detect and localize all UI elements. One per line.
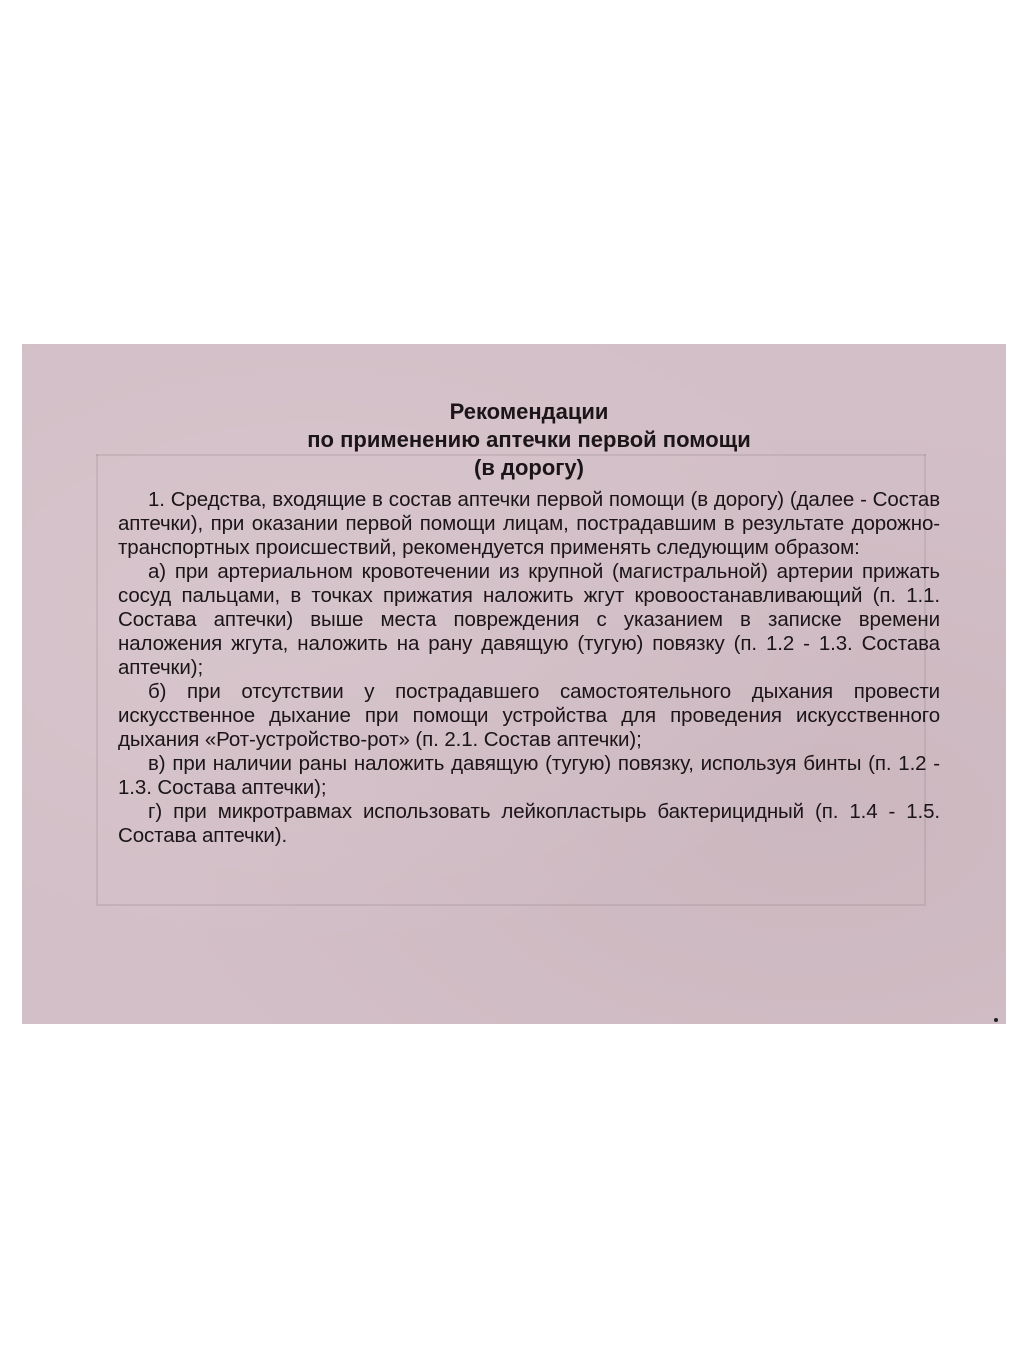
paragraph-item-g: г) при микротравмах использовать лейкопластырь бактерицидный (п. 1.4 - 1.5. Состава аптечки).	[118, 800, 940, 847]
bleed-through-rule	[96, 904, 926, 906]
paragraph-item-a: а) при артериальном кровотечении из крупной (магистральной) артерии прижать сосуд пальцами, в точках прижатия наложить жгут кровоостанавливающий (п. 1.1. Состава аптечки) выше места повреждения с указанием в записке времени наложения жгута, наложить на рану давящую (тугую) повязку (п. 1.2 - 1.3. Состава аптечки);	[118, 560, 940, 679]
paragraph-item-v: в) при наличии раны наложить давящую (тугую) повязку, используя бинты (п. 1.2 - 1.3. Состава аптечки);	[118, 752, 940, 799]
bleed-through-rule	[96, 454, 98, 904]
paragraph-intro: 1. Средства, входящие в состав аптечки первой помощи (в дорогу) (далее - Состав аптечки), при оказании первой помощи лицам, пострадавшим в результате дорожно-транспортных происшествий, рекомендуется применять следующим образом:	[118, 488, 940, 559]
instruction-sheet	[22, 344, 1006, 1024]
paragraph-item-b: б) при отсутствии у пострадавшего самостоятельного дыхания провести искусственное дыхание при помощи устройства для проведения искусственного дыхания «Рот-устройство-рот» (п. 2.1. Состав аптечки);	[118, 680, 940, 751]
document-title	[118, 398, 940, 482]
recommendations-text	[118, 398, 940, 848]
title-line: (в дорогу)	[474, 455, 584, 480]
title-line: Рекомендации	[449, 399, 609, 424]
edge-mark	[994, 1018, 998, 1022]
title-line: по применению аптечки первой помощи	[307, 427, 751, 452]
